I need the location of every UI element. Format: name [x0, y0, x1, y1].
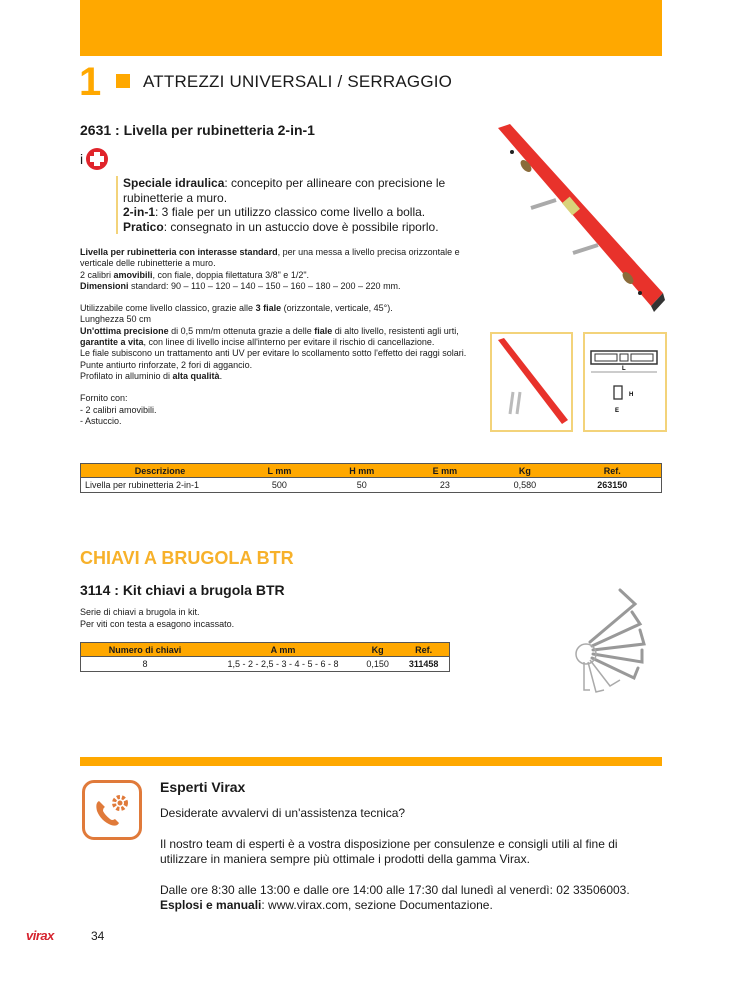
desc-text: Punte antiurto rinforzate, 2 fori di aggancio.	[80, 359, 253, 370]
bottom-color-bar	[80, 757, 662, 766]
cell: 0,580	[486, 478, 563, 493]
desc-bold: 3 fiale	[255, 303, 282, 314]
desc-bold: garantite a vita	[80, 337, 144, 348]
desc-text: (orizzontale, verticale, 45°).	[281, 303, 393, 314]
col-header: E mm	[404, 464, 487, 478]
desc-bold: Un'ottima precisione	[80, 325, 169, 336]
col-header: Kg	[486, 464, 563, 478]
desc-text: .	[219, 370, 223, 381]
col-header: Ref.	[564, 464, 662, 478]
callout-text: : consegnato in un astuccio dove è possibile riporlo.	[163, 219, 439, 234]
callout-text: : 3 fiale per un utilizzo classico come livello a bolla.	[155, 205, 426, 219]
label-H: H	[629, 392, 634, 398]
cell: Livella per rubinetteria 2-in-1	[81, 478, 240, 493]
desc-bold: Livella per rubinetteria con interasse standard	[80, 247, 278, 257]
product-title: 2631 : Livella per rubinetteria 2-in-1	[80, 122, 315, 138]
spirit-level-image	[488, 118, 668, 318]
desc-text: di 0,5 mm/m ottenuta grazie a delle	[168, 325, 315, 336]
callout-label: Speciale idraulica	[123, 176, 225, 190]
page-number: 34	[91, 929, 105, 943]
cell: 50	[320, 478, 404, 493]
spec-table-livella	[80, 463, 662, 493]
desc-text: Profilato in alluminio di	[80, 370, 173, 381]
cell: 23	[404, 478, 487, 493]
col-header: Ref.	[398, 643, 449, 657]
desc-line: Serie di chiavi a brugola in kit.	[80, 607, 200, 617]
chapter-number: 1	[79, 60, 102, 104]
supplied-item: - 2 calibri amovibili.	[80, 404, 157, 415]
desc-text: , con linee di livello incise all'interno per evitare il rischio di cancellazione.	[143, 337, 435, 348]
supplied-title: Fornito con:	[80, 393, 128, 404]
section-title: CHIAVI A BRUGOLA BTR	[80, 548, 294, 568]
spec-table-brugola	[80, 642, 450, 672]
experts-line: Desiderate avvalervi di un'assistenza tecnica?	[160, 806, 406, 820]
table-row	[81, 657, 450, 672]
col-header: L mm	[239, 464, 320, 478]
table-row	[81, 478, 662, 493]
desc-bold: Dimensioni	[80, 280, 129, 291]
product-title: 3114 : Kit chiavi a brugola BTR	[80, 582, 285, 598]
desc-text: , per una messa a livello precisa orizzontale e verticale delle rubinetterie a muro.	[80, 247, 460, 269]
chapter-square-icon	[116, 74, 130, 88]
desc-text: Le fiale subiscono un trattamento anti UV per evitare lo scollamento sotto l'effetto dei raggi solari.	[80, 348, 467, 359]
desc-text: , con fiale, doppia filettatura 3/8" e 1/2".	[152, 269, 310, 280]
experts-text	[160, 806, 660, 914]
manuals-label: Esplosi e manuali	[160, 898, 262, 912]
label-E: E	[615, 408, 620, 414]
desc-text: Lunghezza 50 cm	[80, 314, 152, 325]
label-L: L	[622, 366, 626, 372]
phone-gear-icon	[82, 780, 142, 840]
desc-bold: amovibili	[113, 269, 153, 280]
dimension-diagram	[583, 332, 667, 432]
col-header: A mm	[209, 643, 357, 657]
callout-label: 2-in-1	[123, 205, 156, 219]
desc-text: di alto livello, resistenti agli urti,	[332, 325, 459, 336]
product-description	[80, 607, 234, 630]
desc-text: 2 calibri	[80, 269, 114, 280]
desc-text: standard: 90 – 110 – 120 – 140 – 150 – 160 – 180 – 200 – 220 mm.	[128, 280, 401, 291]
virax-logo: virax	[26, 928, 54, 943]
col-header: Kg	[357, 643, 398, 657]
col-header: Numero di chiavi	[81, 643, 210, 657]
col-header: Descrizione	[81, 464, 240, 478]
info-marker: i	[80, 151, 84, 167]
desc-bold: alta qualità	[172, 370, 220, 381]
cell: 8	[81, 657, 210, 672]
product-thumbnail	[490, 332, 573, 432]
cell: 0,150	[357, 657, 398, 672]
hex-key-set-image	[560, 582, 660, 702]
manuals-link[interactable]: : www.virax.com, sezione Documentazione.	[261, 898, 493, 912]
desc-text: Utilizzabile come livello classico, grazie alle	[80, 303, 256, 314]
desc-line: Per viti con testa a esagono incassato.	[80, 618, 235, 629]
callout-label: Pratico	[123, 219, 164, 234]
cell: 500	[239, 478, 320, 493]
ref-cell: 311458	[398, 657, 449, 672]
cell: 1,5 - 2 - 2,5 - 3 - 4 - 5 - 6 - 8	[209, 657, 357, 672]
top-color-bar	[80, 0, 662, 56]
experts-title: Esperti Virax	[160, 779, 246, 795]
product-description	[80, 247, 480, 427]
ref-cell: 263150	[564, 478, 662, 493]
col-header: H mm	[320, 464, 404, 478]
experts-hours: Dalle ore 8:30 alle 13:00 e dalle ore 14:00 alle 17:30 dal lunedì al venerdì: 02 33506003.	[160, 882, 630, 897]
supplied-item: - Astuccio.	[80, 415, 122, 426]
callout-text: : concepito per allineare con precisione le rubinetterie a muro.	[123, 176, 446, 205]
feature-callout	[116, 176, 468, 234]
experts-line: Il nostro team di esperti è a vostra disposizione per consulenze e consigli utili al fine di utilizzare in maniera sempre più ottimale i prodotti della gamma Virax.	[160, 836, 618, 866]
chapter-title: ATTREZZI UNIVERSALI / SERRAGGIO	[143, 72, 453, 91]
desc-bold: fiale	[314, 325, 333, 336]
swiss-cross-icon	[86, 148, 108, 170]
